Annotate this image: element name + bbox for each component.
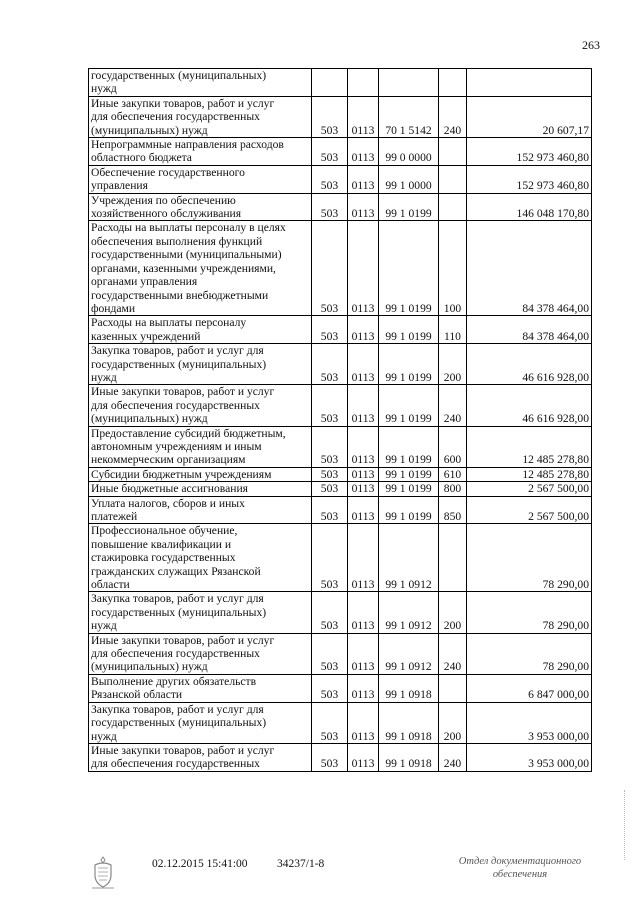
amount-cell: 20 607,17 [467, 96, 592, 137]
amount-cell: 12 485 278,80 [467, 426, 592, 467]
target-article-cell: 99 1 0912 [379, 524, 439, 592]
expense-type-cell [439, 165, 467, 193]
section-code-cell: 0113 [348, 674, 379, 702]
expense-type-cell: 610 [439, 467, 467, 481]
expense-name-line: хозяйственного обслуживания [91, 207, 242, 221]
expense-name-line: Предоставление субсидий бюджетным, [91, 426, 286, 440]
expense-name-line: государственных (муниципальных) [91, 716, 267, 730]
amount-cell: 78 290,00 [467, 633, 592, 674]
amount-cell: 3 953 000,00 [467, 702, 592, 743]
table-row [89, 674, 592, 702]
expense-name-line: государственных (муниципальных) [91, 605, 267, 619]
ministry-code-cell: 503 [312, 138, 348, 166]
target-article-cell: 99 1 0912 [379, 592, 439, 633]
ministry-code-cell: 503 [312, 193, 348, 221]
target-article-cell: 99 1 0199 [379, 426, 439, 467]
expense-name-line: государственными внебюджетными [91, 288, 269, 302]
amount-cell: 2 567 500,00 [467, 496, 592, 524]
expense-name-line: для обеспечения государственных [91, 647, 260, 661]
target-article-cell: 99 1 0199 [379, 385, 439, 426]
expense-name-line: автономным учреждениям и иным [91, 439, 262, 453]
expense-name-line: Учреждения по обеспечению [91, 193, 236, 207]
ministry-code-cell [312, 69, 348, 97]
expense-name-cell [89, 96, 312, 137]
ministry-code-cell: 503 [312, 221, 348, 316]
table-row [89, 743, 592, 771]
expense-name-line: для обеспечения государственных [91, 757, 260, 771]
section-code-cell: 0113 [348, 482, 379, 496]
expense-name-line: обеспечения выполнения функций [91, 234, 263, 248]
expense-name-cell [89, 743, 312, 771]
department-stamp [440, 855, 600, 881]
expense-type-cell: 110 [439, 316, 467, 344]
amount-cell: 84 378 464,00 [467, 221, 592, 316]
ministry-code-cell: 503 [312, 592, 348, 633]
expense-type-cell: 200 [439, 344, 467, 385]
amount-cell: 78 290,00 [467, 592, 592, 633]
amount-cell: 78 290,00 [467, 524, 592, 592]
expense-type-cell: 240 [439, 633, 467, 674]
expense-type-cell [439, 524, 467, 592]
stamp-line-2: обеспечения [492, 869, 548, 880]
ministry-code-cell: 503 [312, 702, 348, 743]
table-row [89, 165, 592, 193]
ministry-code-cell: 503 [312, 316, 348, 344]
section-code-cell: 0113 [348, 138, 379, 166]
target-article-cell: 70 1 5142 [379, 96, 439, 137]
expense-name-line: Обеспечение государственного [91, 165, 245, 179]
target-article-cell: 99 1 0918 [379, 702, 439, 743]
amount-cell: 46 616 928,00 [467, 344, 592, 385]
amount-cell: 152 973 460,80 [467, 138, 592, 166]
target-article-cell: 99 0 0000 [379, 138, 439, 166]
expense-name-line: (муниципальных) нужд [91, 660, 208, 674]
expense-name-cell [89, 674, 312, 702]
expense-name-line: Расходы на выплаты персоналу в целях [91, 221, 286, 235]
expense-name-line: органами управления [91, 275, 198, 289]
expense-name-cell [89, 592, 312, 633]
expense-name-line: Профессиональное обучение, [91, 524, 238, 538]
expense-name-line: Расходы на выплаты персоналу [91, 316, 247, 330]
section-code-cell: 0113 [348, 193, 379, 221]
target-article-cell: 99 1 0918 [379, 674, 439, 702]
expense-type-cell: 240 [439, 385, 467, 426]
amount-cell: 46 616 928,00 [467, 385, 592, 426]
target-article-cell: 99 1 0199 [379, 193, 439, 221]
expense-name-line: казенных учреждений [91, 329, 201, 343]
expense-name-line: государственных (муниципальных) [91, 69, 267, 82]
expense-name-line: нужд [91, 82, 117, 96]
table-row [89, 138, 592, 166]
ministry-code-cell: 503 [312, 467, 348, 481]
section-code-cell: 0113 [348, 633, 379, 674]
expense-name-line: для обеспечения государственных [91, 398, 260, 412]
expense-type-cell [439, 674, 467, 702]
ministry-code-cell: 503 [312, 524, 348, 592]
table-row [89, 702, 592, 743]
expense-name-line: Иные закупки товаров, работ и услуг [91, 96, 275, 110]
expense-name-line: (муниципальных) нужд [91, 412, 208, 426]
table-row [89, 524, 592, 592]
margin-mark [624, 790, 629, 860]
amount-cell: 152 973 460,80 [467, 165, 592, 193]
table-row [89, 96, 592, 137]
target-article-cell: 99 1 0199 [379, 344, 439, 385]
expense-type-cell: 240 [439, 743, 467, 771]
expense-name-line: Иные закупки товаров, работ и услуг [91, 385, 275, 399]
expense-name-line: Закупка товаров, работ и услуг для [91, 344, 264, 358]
ministry-code-cell: 503 [312, 165, 348, 193]
expense-name-cell [89, 165, 312, 193]
expense-name-line: областного бюджета [91, 151, 192, 165]
amount-cell: 12 485 278,80 [467, 467, 592, 481]
ministry-code-cell: 503 [312, 482, 348, 496]
expense-name-line: стажировка государственных [91, 551, 236, 565]
expense-name-cell [89, 702, 312, 743]
table-row [89, 496, 592, 524]
target-article-cell: 99 1 0000 [379, 165, 439, 193]
expense-name-line: фондами [91, 301, 136, 315]
expense-name-line: нужд [91, 729, 117, 743]
expense-name-cell [89, 385, 312, 426]
table-row [89, 592, 592, 633]
expense-name-line: управления [91, 179, 148, 193]
target-article-cell: 99 1 0199 [379, 496, 439, 524]
expense-type-cell [439, 69, 467, 97]
table-row [89, 482, 592, 496]
expense-name-line: платежей [91, 510, 138, 523]
table-row [89, 221, 592, 316]
section-code-cell: 0113 [348, 316, 379, 344]
section-code-cell: 0113 [348, 467, 379, 481]
ministry-code-cell: 503 [312, 633, 348, 674]
expense-name-line: гражданских служащих Рязанской [91, 564, 261, 578]
expense-type-cell: 240 [439, 96, 467, 137]
amount-cell: 146 048 170,80 [467, 193, 592, 221]
expense-type-cell: 800 [439, 482, 467, 496]
coat-of-arms-icon [90, 855, 116, 891]
target-article-cell: 99 1 0199 [379, 316, 439, 344]
expense-name-cell [89, 193, 312, 221]
expense-name-cell [89, 482, 312, 496]
expense-type-cell: 100 [439, 221, 467, 316]
expense-name-cell [89, 221, 312, 316]
section-code-cell: 0113 [348, 96, 379, 137]
footer-doc-number: 34237/1-8 [277, 858, 325, 870]
section-code-cell: 0113 [348, 524, 379, 592]
target-article-cell: 99 1 0918 [379, 743, 439, 771]
expense-type-cell: 600 [439, 426, 467, 467]
table-row [89, 385, 592, 426]
footer-datetime: 02.12.2015 15:41:00 [152, 858, 248, 870]
section-code-cell: 0113 [348, 165, 379, 193]
table-row [89, 633, 592, 674]
expense-name-line: Иные закупки товаров, работ и услуг [91, 743, 275, 757]
expense-name-line: области [91, 578, 130, 592]
expense-name-line: Рязанской области [91, 688, 183, 702]
expense-type-cell [439, 138, 467, 166]
expense-name-cell [89, 426, 312, 467]
target-article-cell: 99 1 0912 [379, 633, 439, 674]
target-article-cell: 99 1 0199 [379, 482, 439, 496]
expense-name-line: органами, казенными учреждениями, [91, 261, 276, 275]
ministry-code-cell: 503 [312, 674, 348, 702]
amount-cell [467, 69, 592, 97]
expense-name-cell [89, 496, 312, 524]
expense-name-line: Непрограммные направления расходов [91, 138, 284, 152]
expense-name-line: Закупка товаров, работ и услуг для [91, 592, 264, 606]
expense-type-cell [439, 193, 467, 221]
expense-name-line: некоммерческим организациям [91, 453, 246, 467]
expense-name-cell [89, 344, 312, 385]
expense-name-line: (муниципальных) нужд [91, 123, 208, 137]
expense-type-cell: 850 [439, 496, 467, 524]
ministry-code-cell: 503 [312, 426, 348, 467]
expense-name-line: нужд [91, 619, 117, 633]
target-article-cell [379, 69, 439, 97]
target-article-cell: 99 1 0199 [379, 467, 439, 481]
section-code-cell: 0113 [348, 426, 379, 467]
ministry-code-cell: 503 [312, 344, 348, 385]
table-row [89, 193, 592, 221]
section-code-cell: 0113 [348, 344, 379, 385]
expense-name-line: Иные бюджетные ассигнования [91, 482, 248, 496]
expense-name-cell [89, 138, 312, 166]
expense-type-cell: 200 [439, 592, 467, 633]
section-code-cell: 0113 [348, 221, 379, 316]
table-row [89, 316, 592, 344]
budget-table [88, 68, 592, 772]
section-code-cell: 0113 [348, 496, 379, 524]
ministry-code-cell: 503 [312, 96, 348, 137]
section-code-cell: 0113 [348, 592, 379, 633]
section-code-cell: 0113 [348, 385, 379, 426]
ministry-code-cell: 503 [312, 385, 348, 426]
expense-name-line: государственными (муниципальными) [91, 248, 282, 262]
expense-name-cell [89, 524, 312, 592]
expense-name-line: для обеспечения государственных [91, 110, 260, 124]
table-row [89, 344, 592, 385]
expense-name-line: Закупка товаров, работ и услуг для [91, 702, 264, 716]
expense-name-cell [89, 316, 312, 344]
expense-name-line: Выполнение других обязательств [91, 674, 257, 688]
ministry-code-cell: 503 [312, 743, 348, 771]
stamp-line-1: Отдел документационного [458, 856, 582, 867]
expense-name-line: Иные закупки товаров, работ и услуг [91, 633, 275, 647]
expense-name-line: нужд [91, 370, 117, 384]
amount-cell: 6 847 000,00 [467, 674, 592, 702]
expense-name-line: государственных (муниципальных) [91, 357, 267, 371]
amount-cell: 3 953 000,00 [467, 743, 592, 771]
target-article-cell: 99 1 0199 [379, 221, 439, 316]
section-code-cell: 0113 [348, 702, 379, 743]
amount-cell: 84 378 464,00 [467, 316, 592, 344]
section-code-cell [348, 69, 379, 97]
expense-type-cell: 200 [439, 702, 467, 743]
table-row [89, 69, 592, 97]
expense-name-cell [89, 633, 312, 674]
page-footer [0, 855, 640, 905]
amount-cell: 2 567 500,00 [467, 482, 592, 496]
expense-name-cell [89, 69, 312, 97]
section-code-cell: 0113 [348, 743, 379, 771]
expense-name-cell [89, 467, 312, 481]
page-number: 263 [582, 38, 600, 52]
expense-name-line: Уплата налогов, сборов и иных [91, 496, 245, 510]
expense-name-line: Субсидии бюджетным учреждениям [91, 467, 272, 481]
table-row [89, 467, 592, 481]
expense-name-line: повышение квалификации и [91, 537, 232, 551]
ministry-code-cell: 503 [312, 496, 348, 524]
table-row [89, 426, 592, 467]
